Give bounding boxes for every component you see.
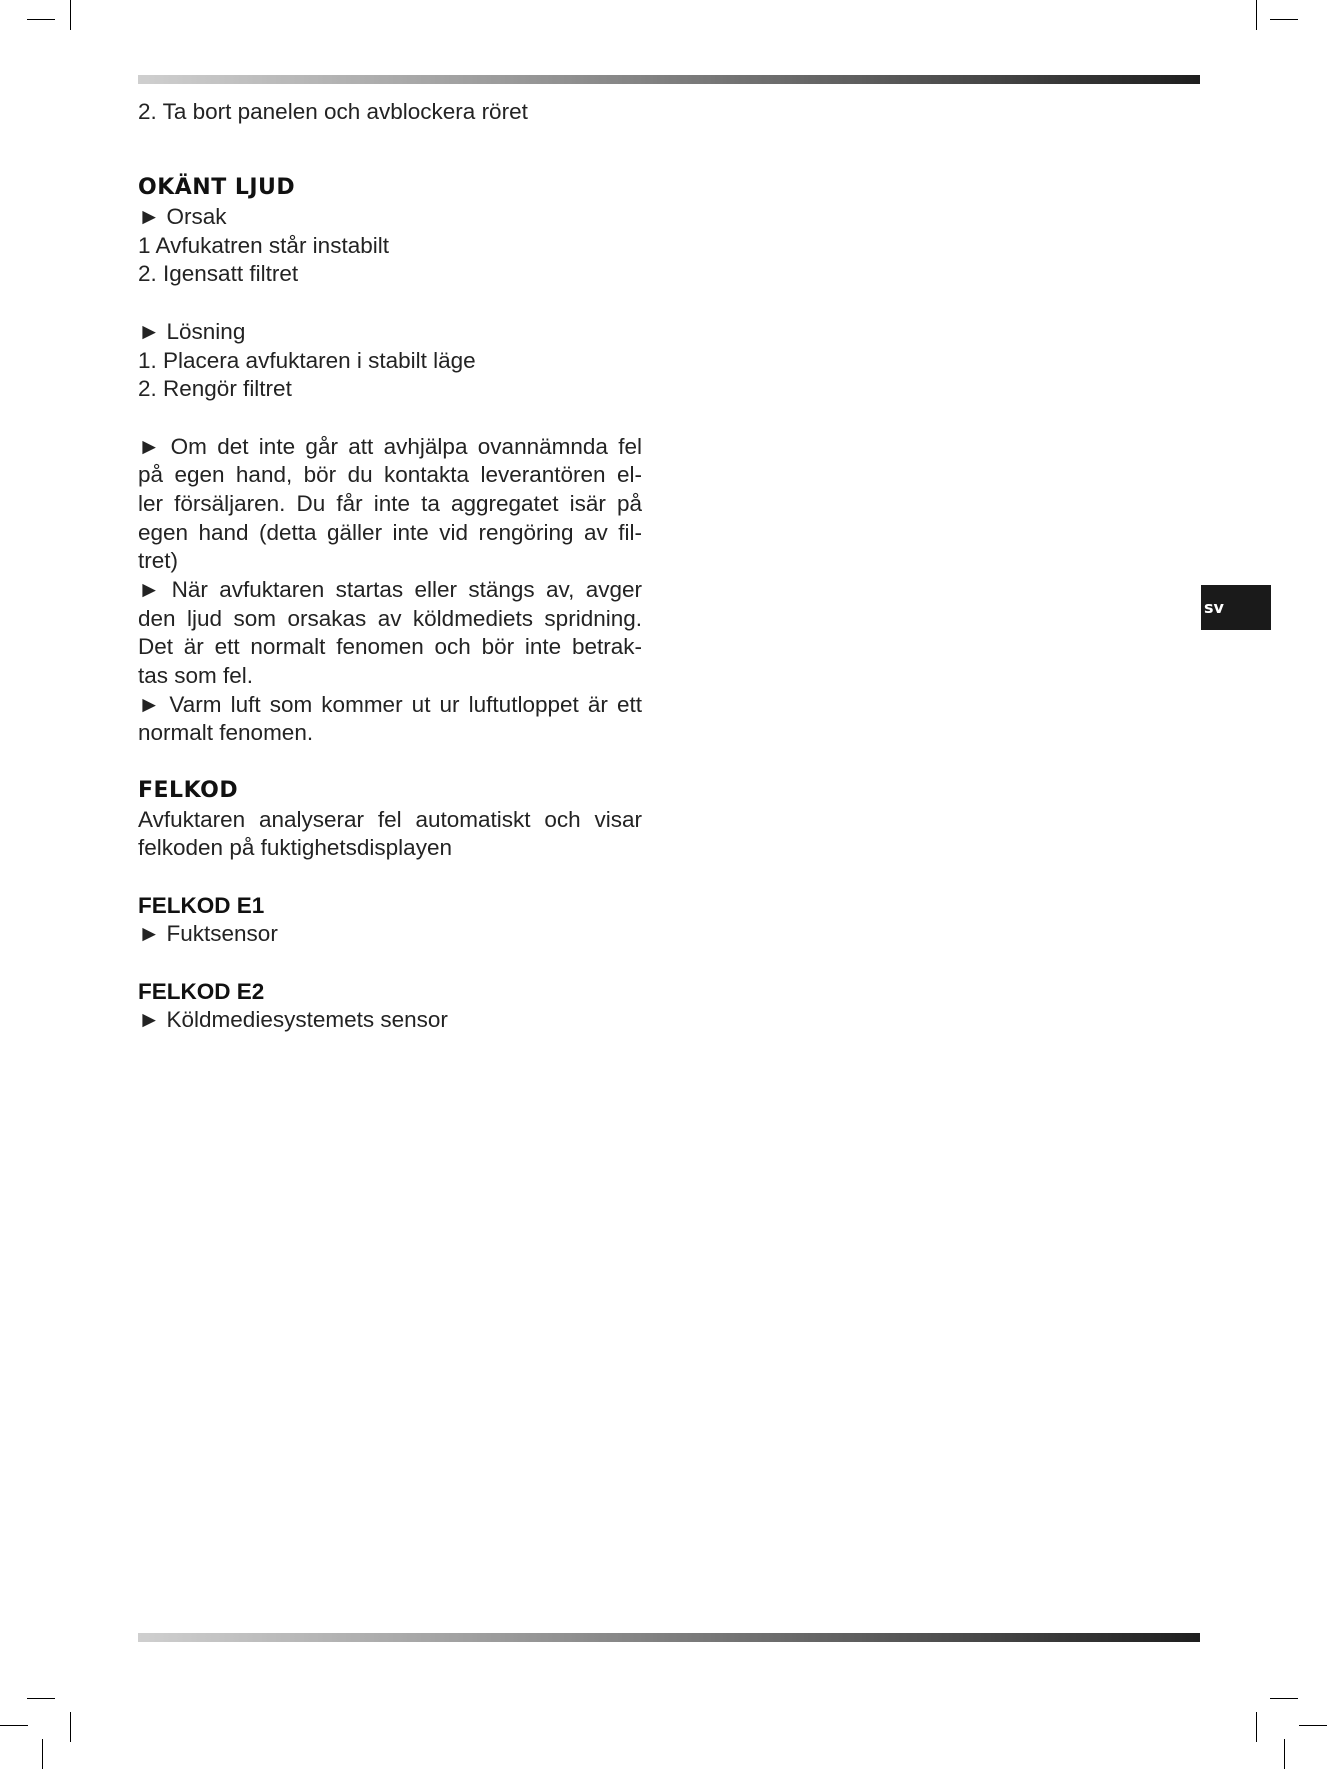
crop-mark	[0, 1725, 28, 1726]
text-line: Avfuktaren analyserar fel automatiskt och visar	[138, 806, 642, 832]
text-line: ► Fuktsensor	[138, 921, 278, 947]
text-line: tas som fel.	[138, 663, 254, 689]
subheading: FELKOD E1	[138, 892, 265, 918]
text-line: den ljud som orsakas av köldmediets spridning.	[138, 605, 642, 631]
text-line: 2. Rengör filtret	[138, 376, 292, 402]
crop-mark	[1284, 1739, 1285, 1769]
crop-mark	[70, 1712, 71, 1742]
language-tab: sv	[1201, 585, 1271, 630]
text-line: 2. Ta bort panelen och avblockera röret	[138, 99, 528, 124]
text-line: ► När avfuktaren startas eller stängs av, avger	[138, 577, 642, 602]
subheading: FELKOD E2	[138, 978, 265, 1004]
text-line: 1. Placera avfuktaren i stabilt läge	[138, 347, 476, 373]
crop-mark	[1270, 1698, 1298, 1699]
text-line: 1 Avfukatren står instabilt	[138, 232, 389, 258]
text-line: ► Om det inte går att avhjälpa ovannämnda fel	[138, 433, 642, 459]
text-line: tret)	[138, 548, 179, 574]
text-line: egen hand (detta gäller inte vid rengöring av fil-	[138, 519, 642, 545]
text-line: ler försäljaren. Du får inte ta aggregatet isär på	[138, 490, 642, 516]
crop-mark	[42, 1739, 43, 1769]
text-line: 2. Igensatt filtret	[138, 261, 299, 287]
text-line: normalt fenomen.	[138, 720, 314, 746]
crop-mark	[27, 19, 55, 20]
section-heading: FELKOD	[138, 777, 239, 803]
text-line: på egen hand, bör du kontakta leverantören el-	[138, 462, 642, 488]
crop-mark	[1256, 1712, 1257, 1742]
crop-mark	[70, 0, 71, 30]
header-rule	[138, 75, 1200, 84]
footer-rule	[138, 1633, 1200, 1642]
text-line: ► Varm luft som kommer ut ur luftutloppet är ett	[138, 691, 642, 717]
text-line: ► Lösning	[138, 318, 246, 344]
text-line: Det är ett normalt fenomen och bör inte betrak-	[138, 634, 642, 660]
crop-mark	[27, 1698, 55, 1699]
section-heading: OKÄNT LJUD	[138, 175, 296, 201]
crop-mark	[1256, 0, 1257, 30]
main-text-column	[138, 98, 642, 1035]
text-line: ► Orsak	[138, 204, 227, 230]
crop-mark	[1270, 19, 1298, 20]
text-line: felkoden på fuktighetsdisplayen	[138, 835, 452, 861]
text-line: ► Köldmediesystemets sensor	[138, 1007, 448, 1033]
crop-mark	[1299, 1725, 1327, 1726]
